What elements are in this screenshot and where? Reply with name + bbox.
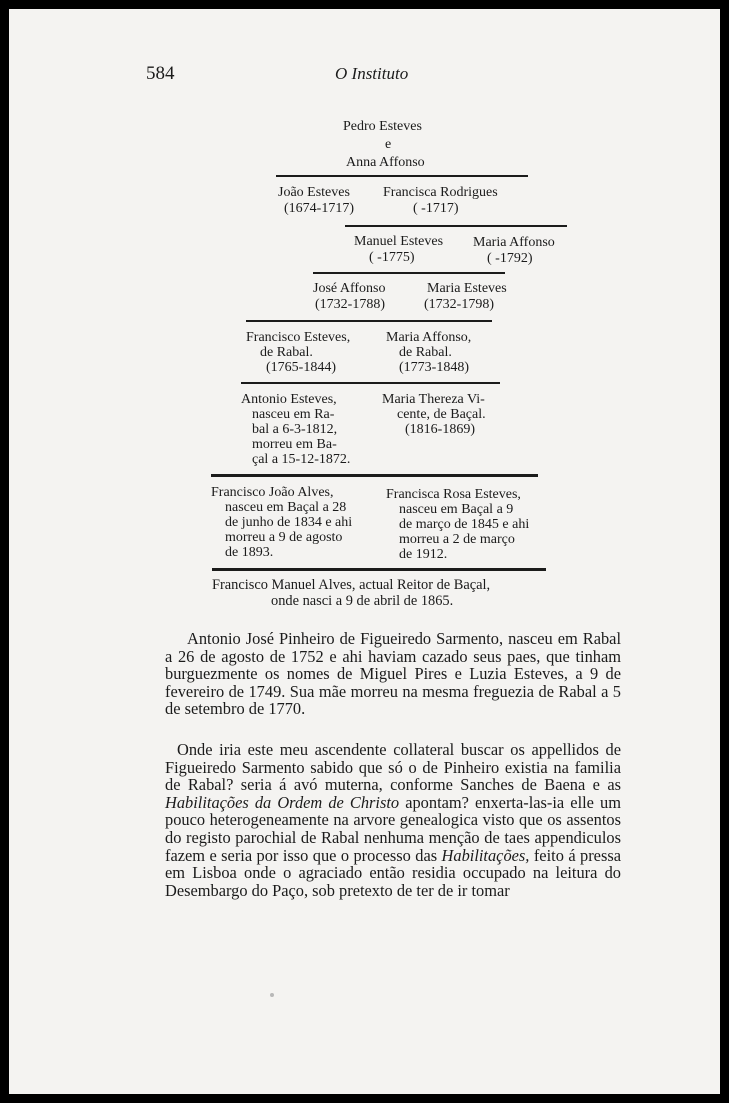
gen4-husband-dates: (1732-1788) bbox=[315, 297, 385, 312]
gen5-husband-line1: Francisco Esteves, bbox=[246, 330, 351, 345]
gen4-husband-name: José Affonso bbox=[313, 281, 386, 296]
gen3-husband-name: Manuel Esteves bbox=[354, 234, 444, 249]
body-paragraph-1 bbox=[165, 630, 621, 718]
gen7-husband-line: de 1893. bbox=[225, 545, 274, 560]
book-page bbox=[9, 9, 720, 1094]
gen6-husband-line: morreu em Ba- bbox=[252, 437, 337, 452]
gen7-wife-line: de 1912. bbox=[399, 547, 448, 562]
generation-rule bbox=[246, 320, 492, 322]
gen8-author-line1: Francisco Manuel Alves, actual Reitor de Baçal, bbox=[212, 577, 491, 593]
gen7-husband-line: nasceu em Baçal a 28 bbox=[225, 500, 347, 515]
gen5-wife-line1: Maria Affonso, bbox=[386, 330, 472, 345]
gen3-wife-name: Maria Affonso bbox=[473, 235, 555, 250]
gen7-wife-line: de março de 1845 e ahi bbox=[399, 517, 530, 532]
body-paragraph-2 bbox=[165, 741, 621, 899]
running-title: O Instituto bbox=[335, 64, 409, 83]
generation-rule bbox=[313, 272, 505, 274]
gen3-wife-dates: ( -1792) bbox=[487, 251, 533, 266]
gen6-wife-line: cente, de Baçal. bbox=[397, 407, 486, 422]
gen2-wife-dates: ( -1717) bbox=[413, 201, 459, 216]
gen6-husband-line: bal a 6-3-1812, bbox=[252, 422, 338, 437]
paragraph-1-text: Antonio José Pinheiro de Figueiredo Sarmento, nasceu em Rabal a 26 de agosto de 1752 e ahi haviam cazado seus paes, que tinham burguezmente os nomes de Miguel Pires e Luzia Esteves, a 9 de fevereiro de 1749. Sua mãe morreu na mesma freguezia de Rabal a 5 de setembro de 1770. bbox=[165, 629, 621, 719]
gen2-husband-name: João Esteves bbox=[278, 185, 350, 200]
paragraph-2-text-a: Onde iria este meu ascendente collateral buscar os appellidos de Figueiredo Sarmento sabido que só o de Pinheiro existia na familia de Rabal? seria á avó muterna, conforme Sanches de Baena e as bbox=[165, 740, 621, 795]
gen4-wife-name: Maria Esteves bbox=[427, 281, 507, 296]
gen7-wife-line: Francisca Rosa Esteves, bbox=[386, 487, 521, 502]
paragraph-2-italic-2: Habilitações, bbox=[441, 845, 530, 865]
gen2-wife-name: Francisca Rodrigues bbox=[383, 185, 498, 200]
gen2-husband-dates: (1674-1717) bbox=[284, 201, 354, 216]
generation-rule bbox=[211, 474, 538, 477]
gen3-husband-dates: ( -1775) bbox=[369, 250, 415, 265]
gen4-wife-dates: (1732-1798) bbox=[424, 297, 494, 312]
gen7-wife-line: morreu a 2 de março bbox=[399, 532, 515, 547]
gen8-author-line2: onde nasci a 9 de abril de 1865. bbox=[271, 593, 454, 609]
gen7-wife-line: nasceu em Baçal a 9 bbox=[399, 502, 514, 517]
gen1-wife: Anna Affonso bbox=[346, 155, 425, 170]
gen5-wife-line2: de Rabal. bbox=[399, 345, 452, 360]
gen7-husband-line: morreu a 9 de agosto bbox=[225, 530, 343, 545]
gen6-wife-line: Maria Thereza Vi- bbox=[382, 392, 485, 407]
gen6-husband-line: nasceu em Ra- bbox=[252, 407, 335, 422]
gen6-husband-line: Antonio Esteves, bbox=[241, 392, 337, 407]
paragraph-2-container bbox=[165, 741, 621, 899]
generation-rule bbox=[212, 568, 546, 571]
page-speck bbox=[270, 993, 274, 997]
gen1-husband: Pedro Esteves bbox=[343, 119, 422, 134]
paragraph-2-italic-1: Habilitações da Ordem de Christo bbox=[165, 792, 400, 812]
generation-rule bbox=[276, 175, 528, 177]
paragraph-2-text-c: feito á pressa em Lisboa onde o agraciado então residia occupado na leitura do Desembargo do Paço, sob pretexto de ter de ir tomar bbox=[165, 845, 621, 900]
gen5-husband-line2: de Rabal. bbox=[260, 345, 313, 360]
gen6-husband-line: çal a 15-12-1872. bbox=[252, 452, 351, 467]
paragraph-2-text-b: apontam? enxerta-las-ia elle um pouco heterogeneamente na arvore genealogica visto que os assentos do registo parochial de Rabal nenhuma menção de taes appendiculos fazem e seria por isso que o processo das bbox=[165, 792, 621, 865]
page-number: 584 bbox=[146, 63, 175, 84]
gen7-husband-line: de junho de 1834 e ahi bbox=[225, 515, 353, 530]
gen5-wife-dates: (1773-1848) bbox=[399, 360, 469, 375]
generation-rule bbox=[345, 225, 567, 227]
gen1-conjunction: e bbox=[385, 137, 392, 152]
gen6-wife-dates: (1816-1869) bbox=[405, 422, 475, 437]
gen7-husband-line: Francisco João Alves, bbox=[211, 485, 334, 500]
generation-rule bbox=[241, 382, 500, 384]
gen5-husband-dates: (1765-1844) bbox=[266, 360, 336, 375]
